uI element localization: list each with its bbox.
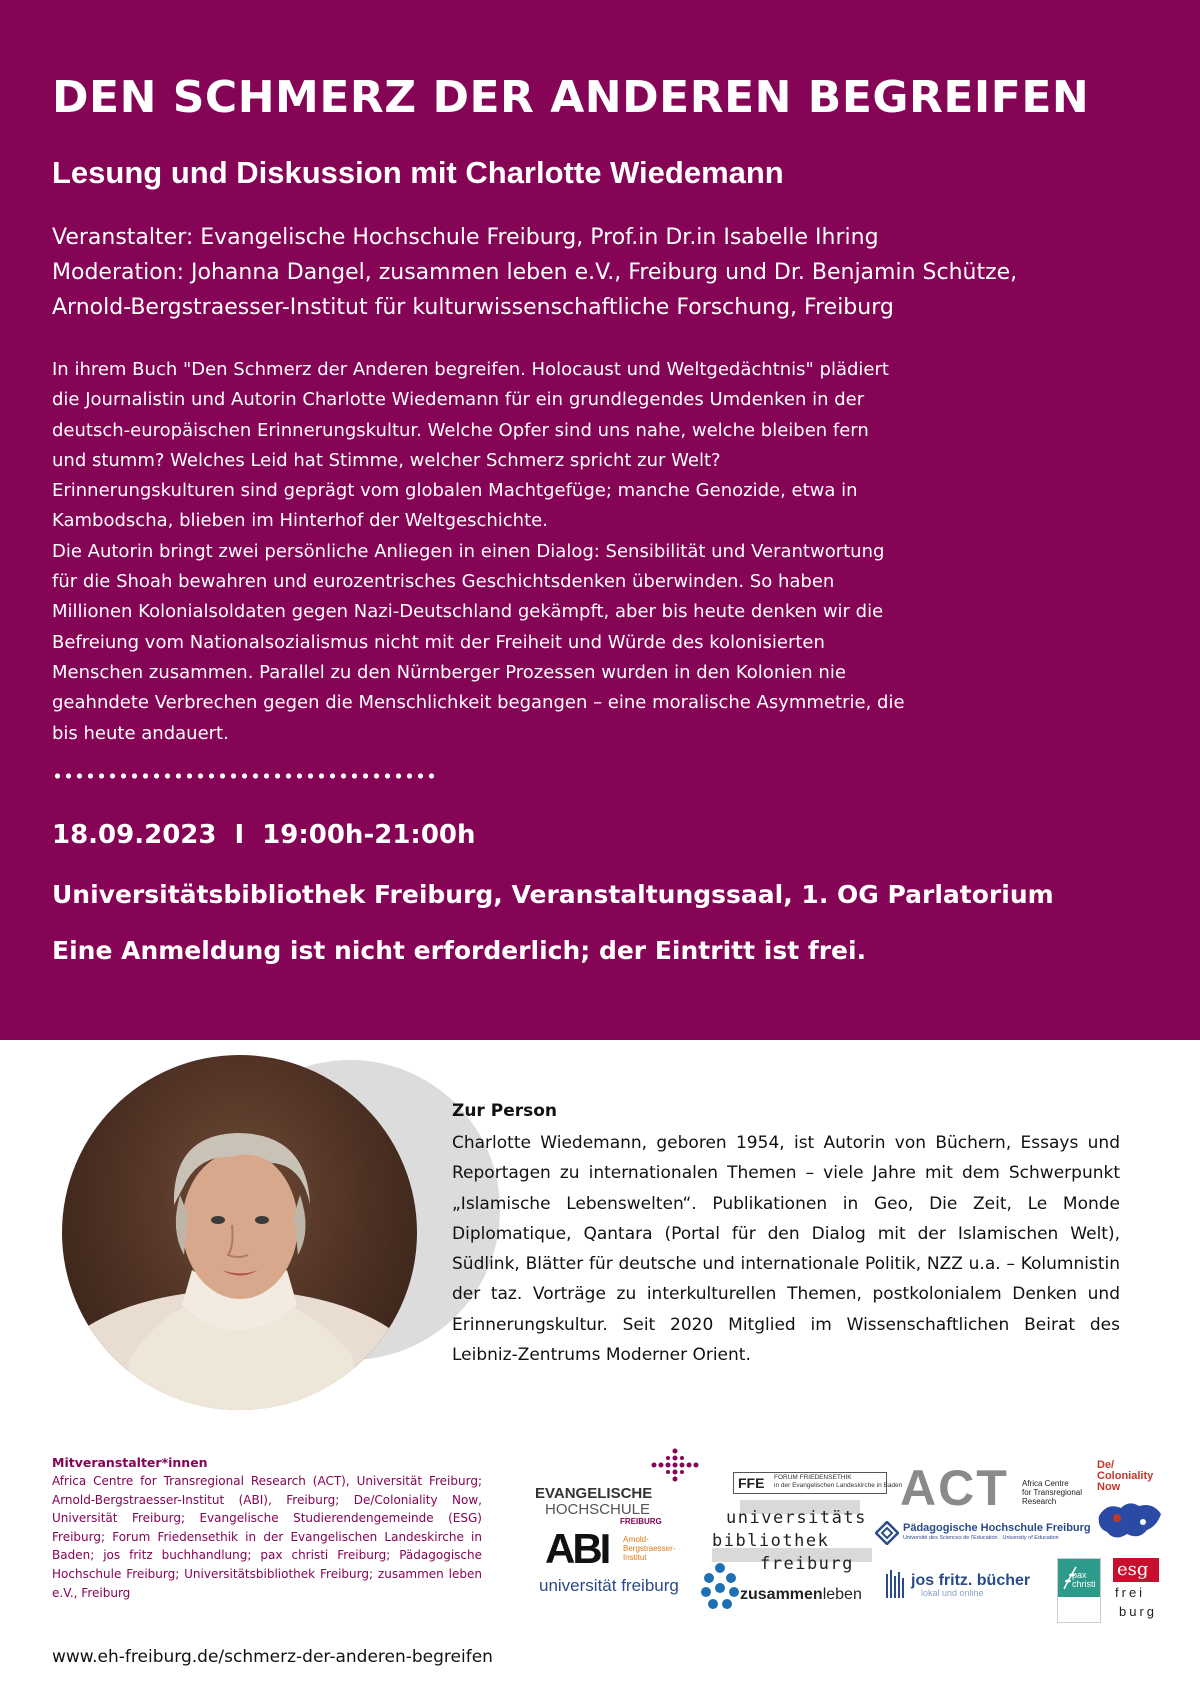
esg-freiburg-logo	[1113, 1558, 1163, 1626]
ub-logo-line2: bibliothek	[712, 1531, 830, 1551]
esg-line2: frei	[1115, 1585, 1146, 1600]
zl-word-bold: zusammen	[740, 1586, 823, 1603]
jf-subtitle: lokal und online	[921, 1588, 984, 1598]
pax-christi-logo	[1057, 1558, 1101, 1623]
abi-full-line1: Arnold-	[623, 1535, 649, 1544]
uf-wordmark: universität freiburg	[539, 1576, 679, 1595]
esg-line3: burg	[1119, 1604, 1158, 1619]
ph-name: Pädagogische Hochschule Freiburg	[903, 1522, 1091, 1534]
people-dots-icon	[700, 1560, 740, 1612]
ub-logo-line1: universitäts	[726, 1508, 867, 1528]
description-line: In ihrem Buch "Den Schmerz der Anderen begreifen. Holocaust und Weltgedächtnis" plädiert	[52, 359, 889, 380]
entry-note: Eine Anmeldung ist nicht erforderlich; der Eintritt ist frei.	[52, 936, 867, 965]
world-map-icon	[1095, 1496, 1165, 1546]
description-line: Befreiung vom Nationalsozialismus nicht mit der Freiheit und Würde des kolonisierten	[52, 631, 825, 653]
ffe-full-line1: FORUM FRIEDENSETHIK	[774, 1474, 852, 1481]
event-date: 18.09.2023	[52, 820, 217, 850]
act-full-line2: for Transregional	[1022, 1488, 1083, 1497]
act-full-line3: Research	[1022, 1497, 1057, 1506]
description-line: Erinnerungskulturen sind geprägt vom globalen Machtgefüge; manche Genozide, etwa in	[52, 480, 858, 502]
deco-line2: Coloniality	[1097, 1470, 1154, 1482]
ffe-full-line2: in der Evangelischen Landeskirche in Baden	[774, 1482, 903, 1489]
abi-fullname	[623, 1535, 675, 1562]
moderation-line: Arnold-Bergstraesser-Institut für kulturwissenschaftliche Forschung, Freiburg	[52, 295, 894, 320]
act-full-line1: Africa Centre	[1022, 1479, 1069, 1488]
event-venue: Universitätsbibliothek Freiburg, Veranstaltungssaal, 1. OG Parlatorium	[52, 880, 1054, 909]
ffe-abbr: FFE	[738, 1475, 765, 1491]
description-line: Die Autorin bringt zwei persönliche Anliegen in einen Dialog: Sensibilität und Verantwortung	[52, 540, 885, 562]
description-line: für die Shoah bewahren und eurozentrisches Geschichtsdenken überwinden. So haben	[52, 571, 835, 593]
event-time: 19:00h-21:00h	[262, 820, 476, 850]
description-line: und stumm? Welches Leid hat Stimme, welcher Schmerz spricht zur Welt?	[52, 449, 721, 471]
ub-logo-line3: freiburg	[760, 1554, 854, 1574]
eh-freiburg-logo	[535, 1455, 725, 1525]
description-line: geahndete Verbrechen gegen die Menschlichkeit begangen – eine moralische Asymmetrie, die	[52, 692, 905, 714]
zl-word-rest: leben	[822, 1586, 862, 1603]
abi-logo	[545, 1525, 695, 1570]
ffe-fullname	[774, 1474, 902, 1490]
portrait-illustration	[62, 1055, 417, 1410]
partners-list: Africa Centre for Transregional Research (ACT), Universität Freiburg; Arnold-Bergstraesser-Institut (ABI), Freiburg; De/Coloniality Now, Universität Freiburg; Evangelische Studierendengemeinde (ESG) Freiburg; Forum Friedensethik in der Evangelischen Landeskirche in Baden; jos fritz buchhandlung; pax christi Freiburg; Pädagogische Hochschule Freiburg; Universitätsbibliothek Freiburg; zusammen leben e.V., Freiburg	[52, 1474, 482, 1600]
eh-logo-line1: EVANGELISCHE	[535, 1485, 653, 1502]
abi-abbr: ABI	[545, 1525, 609, 1572]
description-line: die Journalistin und Autorin Charlotte Wiedemann für ein grundlegendes Umdenken in der	[52, 389, 865, 411]
ph-freiburg-logo	[873, 1518, 1093, 1548]
zl-wordmark	[740, 1586, 862, 1604]
organizer-line: Veranstalter: Evangelische Hochschule Freiburg, Prof.in Dr.in Isabelle Ihring	[52, 225, 879, 250]
event-subtitle: Lesung und Diskussion mit Charlotte Wiedemann	[52, 155, 784, 190]
description-line: Menschen zusammen. Parallel zu den Nürnberger Prozessen wurden in den Kolonien nie	[52, 661, 846, 683]
pax-line2: christi	[1072, 1579, 1096, 1589]
eh-logo-line2: HOCHSCHULE	[545, 1501, 651, 1518]
uni-freiburg-logo	[539, 1576, 679, 1596]
zusammen-leben-logo	[700, 1560, 870, 1612]
event-datetime	[52, 820, 476, 850]
decoloniality-now-logo	[1095, 1460, 1165, 1550]
partners-heading: Mitveranstalter*innen	[52, 1455, 208, 1470]
portrait-photo	[62, 1055, 417, 1410]
act-fullname	[1022, 1479, 1082, 1506]
act-abbr: ACT	[900, 1460, 1009, 1516]
eh-logo-line3: FREIBURG	[620, 1517, 662, 1526]
event-description	[52, 355, 1092, 749]
description-line: deutsch-europäischen Erinnerungskultur. Welche Opfer sind uns nahe, welche bleiben fern	[52, 419, 869, 441]
esg-abbr: esg	[1117, 1559, 1149, 1580]
organizer-block	[52, 220, 1152, 325]
person-heading: Zur Person	[452, 1101, 558, 1121]
deco-wordmark	[1097, 1460, 1153, 1493]
cross-dots-icon	[535, 1445, 725, 1485]
diamond-icon	[875, 1521, 899, 1545]
jf-name: jos fritz. bücher	[911, 1572, 1031, 1589]
description-line: Kambodscha, blieben im Hinterhof der Weltgeschichte.	[52, 510, 548, 532]
abi-full-line3: Institut	[623, 1553, 647, 1562]
pax-line1: pax	[1072, 1570, 1087, 1580]
deco-line1: De/	[1097, 1459, 1115, 1471]
datetime-separator: I	[234, 820, 245, 850]
description-line: Millionen Kolonialsoldaten gegen Nazi-Deutschland gekämpft, aber bis heute denken wir die	[52, 601, 884, 623]
person-bio: Charlotte Wiedemann, geboren 1954, ist Autorin von Büchern, Essays und Reportagen zu internationalen Themen – viele Jahre mit dem Schwerpunkt „Islamische Lebenswelten“. Publikationen in Geo, Die Zeit, Le Monde Diplomatique, Qantara (Portal für den Dialog mit der Islamischen Welt), Südlink, Blätter für deutsche und internationale Politik, NZZ u.a. – Kolumnistin der taz. Vorträge zu interkulturellen Themen, postkolonialem Denken und Erinnerungskultur. Seit 2020 Mitglied im Wissenschaftlichen Beirat des Leibniz-Zentrums Moderner Orient.	[452, 1133, 1120, 1366]
dotted-divider	[52, 772, 438, 780]
description-line: bis heute andauert.	[52, 722, 229, 744]
deco-line3: Now	[1097, 1481, 1121, 1493]
jos-fritz-logo	[885, 1568, 1035, 1602]
event-url[interactable]: www.eh-freiburg.de/schmerz-der-anderen-begreifen	[52, 1647, 493, 1667]
ffe-logo	[733, 1472, 903, 1494]
books-icon	[885, 1570, 907, 1600]
ph-subtitle: Université des Sciences de l'Education · University of Education	[903, 1535, 1059, 1541]
moderation-line: Moderation: Johanna Dangel, zusammen leben e.V., Freiburg und Dr. Benjamin Schütze,	[52, 260, 1018, 285]
act-logo	[900, 1460, 1100, 1525]
abi-full-line2: Bergstraesser-	[623, 1544, 676, 1553]
pax-wordmark	[1072, 1571, 1096, 1589]
event-title: DEN SCHMERZ DER ANDEREN BEGREIFEN	[52, 72, 1090, 123]
